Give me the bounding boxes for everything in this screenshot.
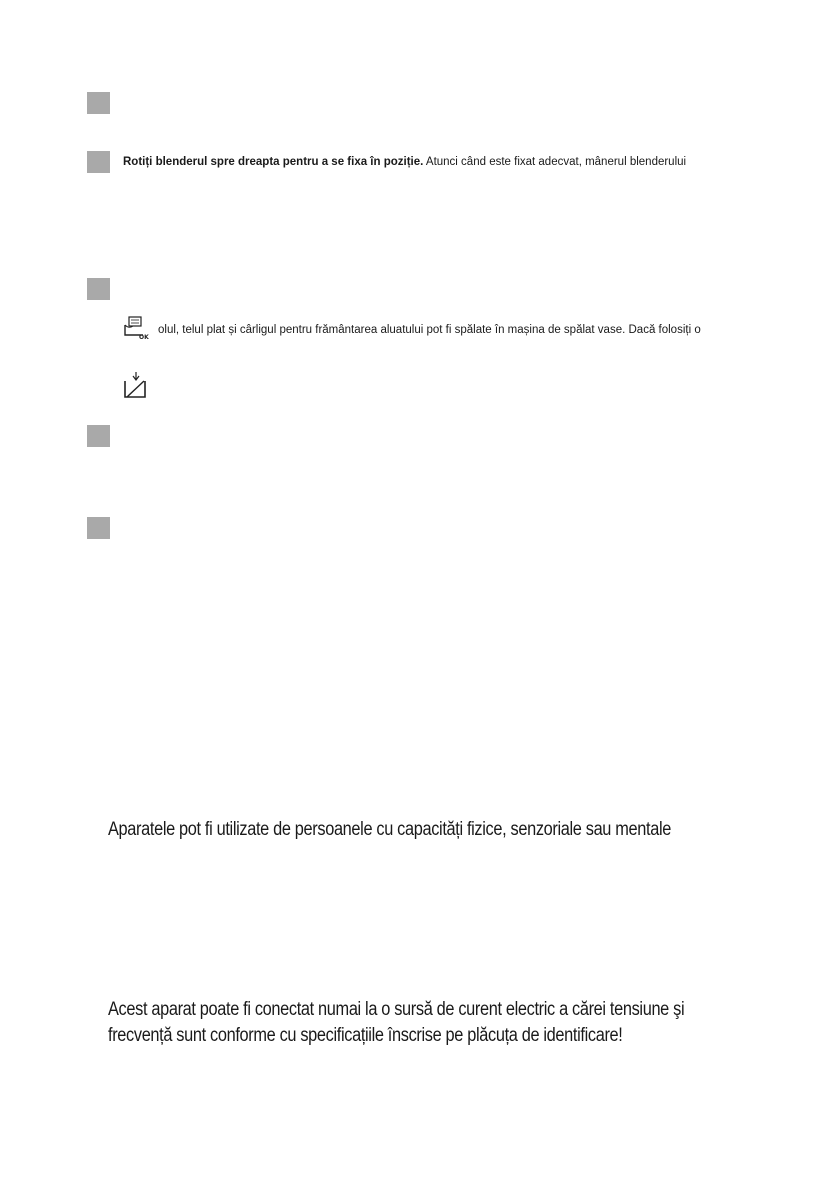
step-marker-1 bbox=[87, 92, 110, 114]
step-3-dishwasher-text: olul, telul plat și cârligul pentru frământarea aluatului pot fi spălate în mașina de spălat vase. Dacă folosiți o bbox=[158, 324, 701, 336]
step-2-rest-text: Atunci când este fixat adecvat, mânerul blenderului bbox=[423, 156, 687, 168]
step-marker-2 bbox=[87, 151, 110, 173]
step-2-bold-text: Rotiți blenderul spre dreapta pentru a se fixa în poziție. bbox=[123, 156, 424, 168]
notice-power-line-2: frecvență sunt conforme cu specificațiile înscrise pe plăcuța de identificare! bbox=[108, 1025, 623, 1046]
no-dishwasher-icon bbox=[123, 371, 149, 404]
step-marker-4 bbox=[87, 425, 110, 447]
step-marker-5 bbox=[87, 517, 110, 539]
step-2-text bbox=[123, 155, 686, 169]
dishwasher-ok-icon bbox=[123, 316, 149, 345]
svg-text:OK: OK bbox=[139, 334, 149, 340]
step-marker-3 bbox=[87, 278, 110, 300]
notice-persons: Aparatele pot fi utilizate de persoanele cu capacități fizice, senzoriale sau mentale bbox=[108, 819, 671, 840]
notice-power-line-1: Acest aparat poate fi conectat numai la o sursă de curent electric a cărei tensiune şi bbox=[108, 999, 685, 1020]
